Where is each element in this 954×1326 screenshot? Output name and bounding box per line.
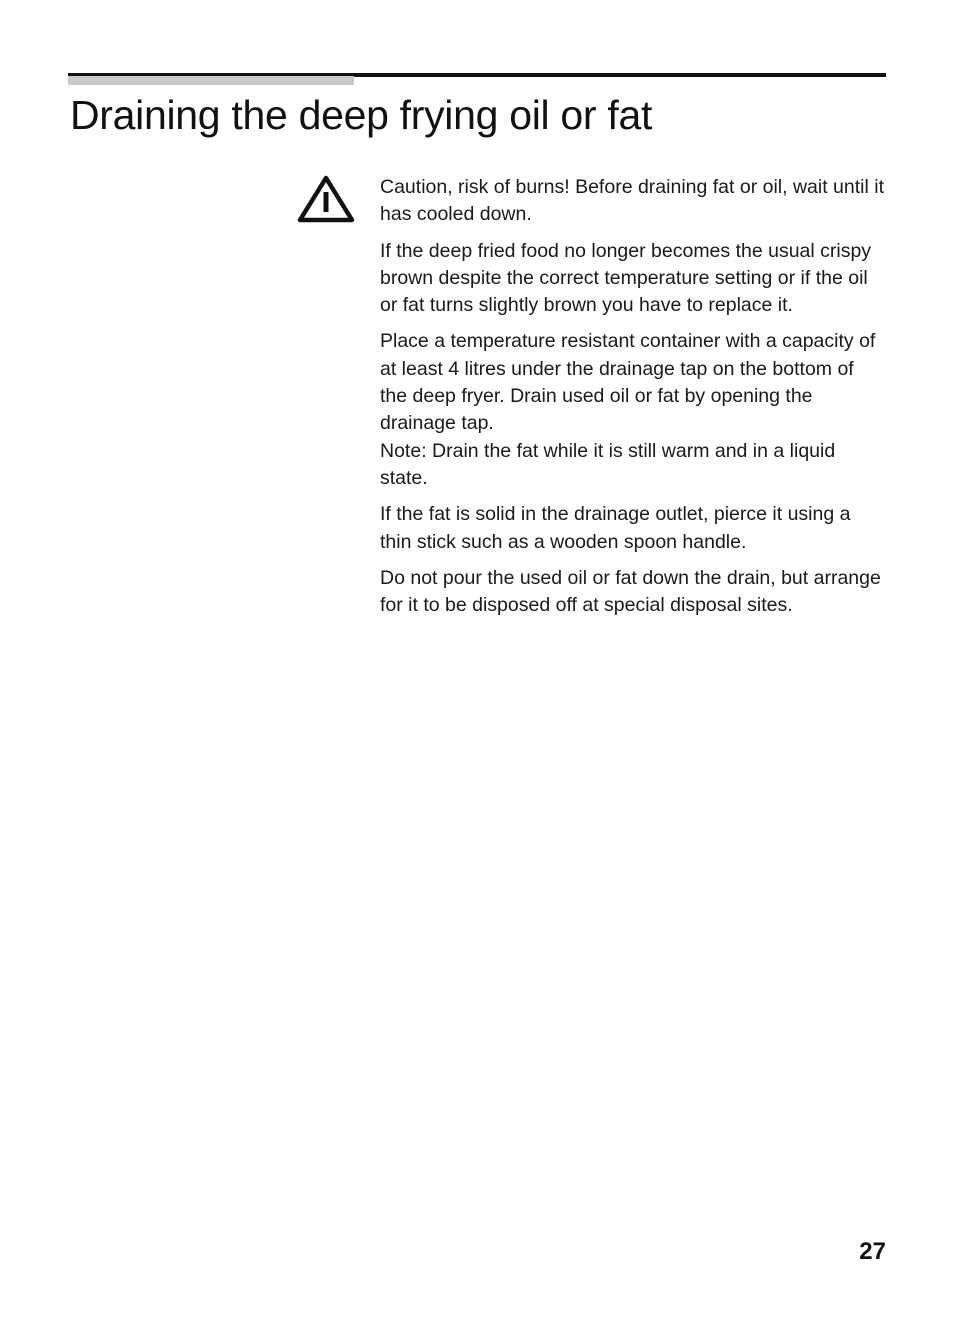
drain-procedure-paragraph: Place a temperature resistant container with a capacity of at least 4 litres under the drainage tap on the bottom of the deep fryer. Drain used oil or fat by opening the drainage tap. [380, 330, 876, 435]
solid-fat-paragraph: If the fat is solid in the drainage outlet, pierce it using a thin stick such as a wooden spoon handle. [380, 503, 851, 553]
page-title: Draining the deep frying oil or fat [70, 92, 653, 138]
replace-oil-paragraph: If the deep fried food no longer becomes the usual crispy brown despite the correct temperature setting or if the oil or fat turns slightly brown you have to replace it. [380, 239, 872, 317]
disposal-paragraph: Do not pour the used oil or fat down the drain, but arrange for it to be disposed off at special disposal sites. [380, 566, 881, 617]
warning-triangle-icon [296, 174, 356, 224]
page-number: 27 [859, 1238, 886, 1265]
header-rule-black [354, 73, 886, 77]
instructions-body [380, 174, 886, 628]
header-rule-grey [68, 76, 354, 85]
caution-paragraph: Caution, risk of burns! Before draining fat or oil, wait until it has cooled down. [380, 176, 884, 226]
note-paragraph: Note: Drain the fat while it is still warm and in a liquid state. [380, 439, 836, 489]
